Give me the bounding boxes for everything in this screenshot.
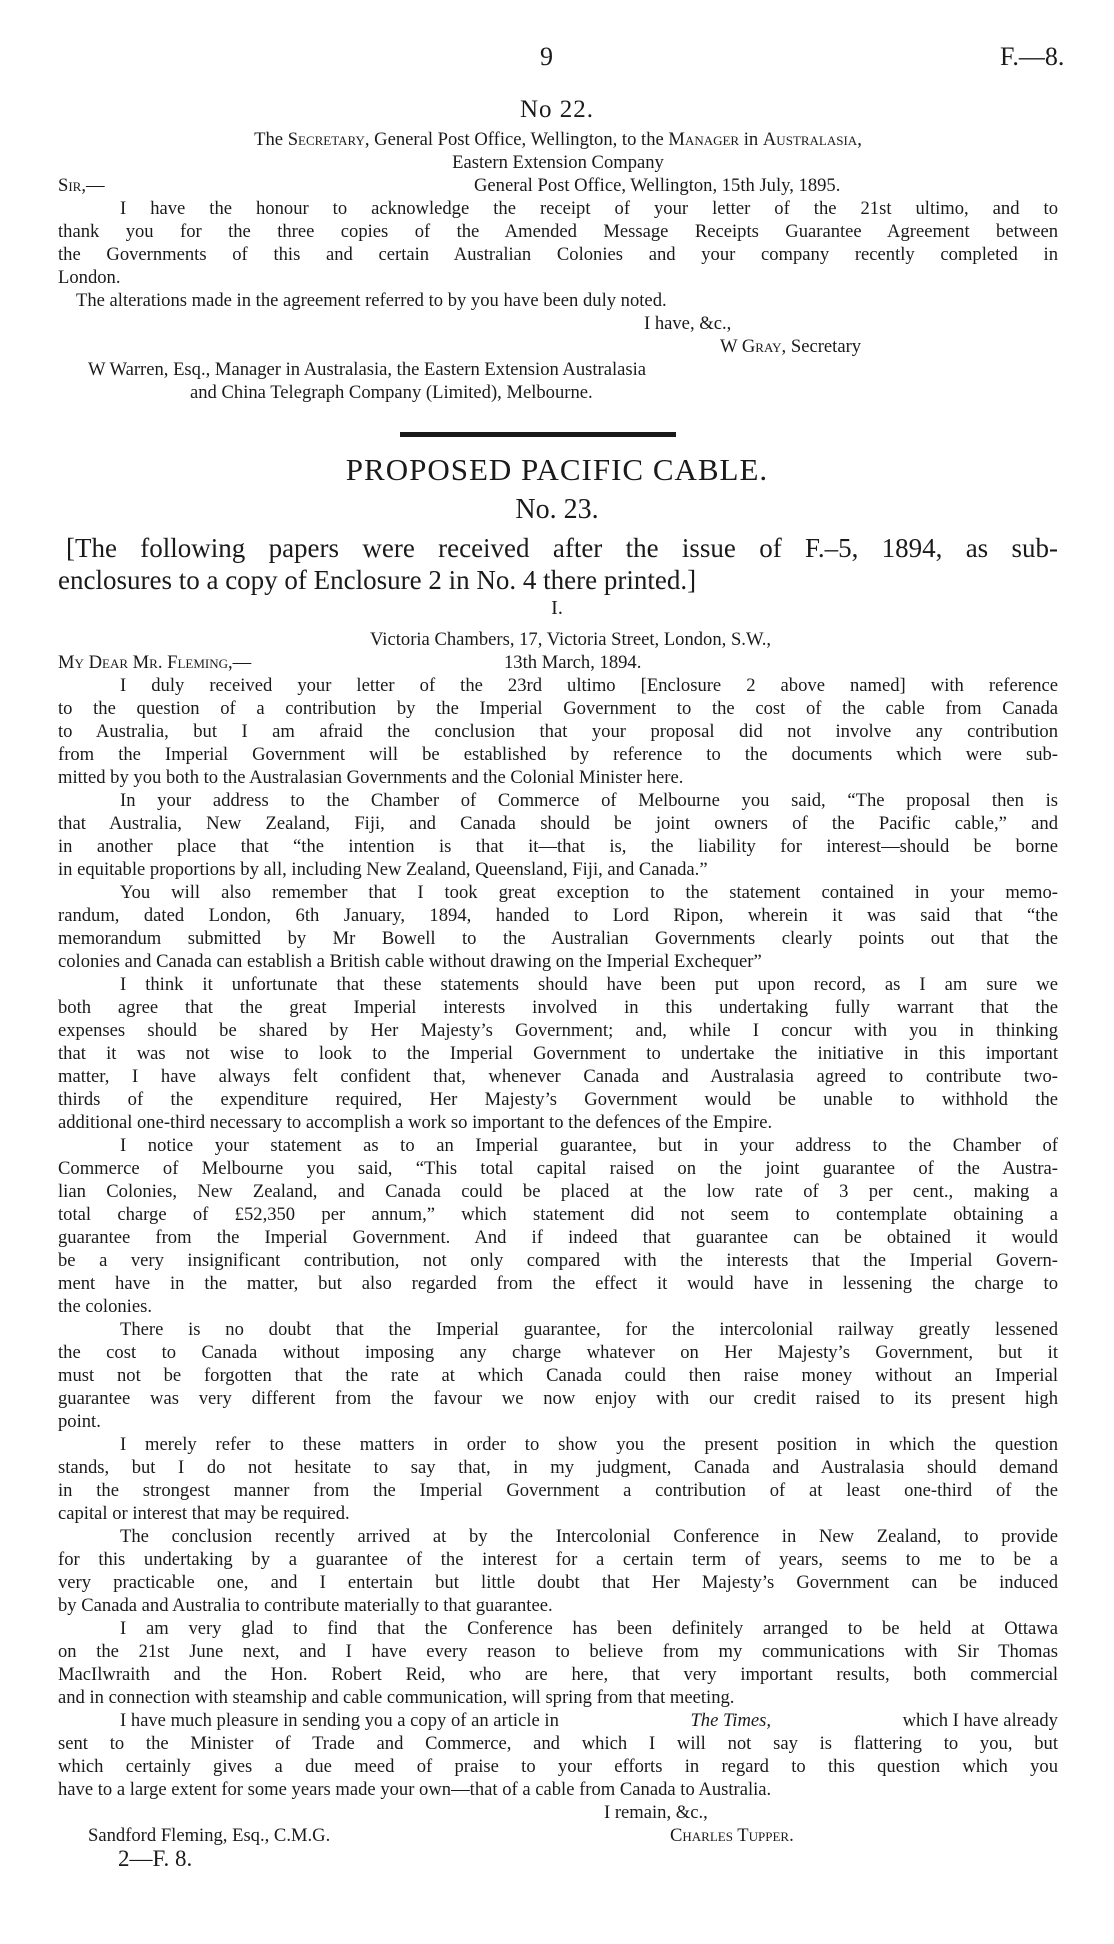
letter-22-para-line: thank you for the three copies of the Amended Message Receipts Guarantee Agreement between bbox=[58, 221, 1058, 242]
section-number: No. 23. bbox=[515, 494, 599, 525]
line-text: I have much pleasure in sending you a copy of an article in bbox=[120, 1710, 564, 1731]
letter-23-line: must not be forgotten that the rate at which Canada could then raise money without an Imperial bbox=[58, 1365, 1058, 1386]
letter-23-line: the colonies. bbox=[58, 1296, 152, 1317]
letter-23-line: Commerce of Melbourne you said, “This total capital raised on the joint guarantee of the Austra- bbox=[58, 1158, 1058, 1179]
letter-22 bbox=[58, 128, 1058, 404]
signature-title: Secretary bbox=[786, 336, 862, 357]
letter-23-line: guarantee from the Imperial Government. And if indeed that guarantee can be obtained it would bbox=[58, 1227, 1058, 1248]
letter-23-line: I merely refer to these matters in order to show you the present position in which the question bbox=[120, 1434, 1058, 1455]
letter-23-address: Victoria Chambers, 17, Victoria Street, London, S.W., bbox=[370, 629, 772, 650]
letter-23-line: The conclusion recently arrived at by the Intercolonial Conference in New Zealand, to provide bbox=[120, 1526, 1058, 1547]
letter-22-heading-line2: Eastern Extension Company bbox=[452, 152, 664, 173]
signature-initial: W bbox=[720, 336, 742, 357]
document-reference: F.—8. bbox=[1000, 42, 1065, 71]
letter-23-salutation: My Dear Mr. Fleming,— bbox=[58, 652, 252, 673]
heading-recipient: Manager bbox=[668, 129, 740, 150]
signature-mark: 2—F. 8. bbox=[118, 1846, 193, 1871]
section-intro bbox=[58, 532, 1058, 596]
letter-23-line: on the 21st June next, and I have every reason to believe from my communications with Sir Thomas bbox=[58, 1641, 1058, 1662]
section-divider bbox=[400, 432, 676, 437]
letter-23-line: I notice your statement as to an Imperial guarantee, but in your address to the Chamber of bbox=[120, 1135, 1058, 1156]
heading-region: Australasia, bbox=[762, 129, 862, 150]
letter-23-line: You will also remember that I took great exception to the statement contained in your memo- bbox=[120, 882, 1058, 903]
letter-23-line: colonies and Canada can establish a British cable without drawing on the Imperial Exchequer” bbox=[58, 951, 762, 972]
letter-22-para-line: The alterations made in the agreement referred to by you have been duly noted. bbox=[76, 290, 667, 311]
letter-23-line: ment have in the matter, but also regarded from the effect it would have in lessening the charge to bbox=[58, 1273, 1058, 1294]
letter-22-para-line: London. bbox=[58, 267, 121, 288]
letter-23-line: mitted by you both to the Australasian Governments and the Colonial Minister here. bbox=[58, 767, 684, 788]
letter-22-salutation-row bbox=[58, 174, 1058, 197]
letter-23-line: matter, I have always felt confident that, whenever Canada and Australasia agreed to contribute two- bbox=[58, 1066, 1058, 1087]
letter-22-salutation: Sir,— bbox=[58, 175, 105, 196]
letter-23-line: MacIlwraith and the Hon. Robert Reid, who are here, that very important results, both commercial bbox=[58, 1664, 1058, 1685]
letter-22-heading-line1 bbox=[58, 128, 1058, 151]
letter-23-line: I am very glad to find that the Conference has been definitely arranged to be held at Ottawa bbox=[120, 1618, 1058, 1639]
letter-23 bbox=[58, 628, 1058, 1875]
heading-sender: Secretary, bbox=[287, 129, 370, 150]
letter-23-sign-row bbox=[58, 1824, 1058, 1847]
letter-23-line: guarantee was very different from the favour we now enjoy with our credit raised to its present high bbox=[58, 1388, 1058, 1409]
letter-23-line: the cost to Canada without imposing any charge whatever on Her Majesty’s Government, but it bbox=[58, 1342, 1058, 1363]
letter-23-line: by Canada and Australia to contribute materially to that guarantee. bbox=[58, 1595, 553, 1616]
letter-23-salutation-row bbox=[58, 651, 1058, 674]
letter-23-line: point. bbox=[58, 1411, 101, 1432]
letter-23-line: and in connection with steamship and cable communication, will spring from that meeting. bbox=[58, 1687, 735, 1708]
letter-22-para-line: I have the honour to acknowledge the receipt of your letter of the 21st ultimo, and to bbox=[120, 198, 1058, 219]
letter-23-addressee: Sandford Fleming, Esq., C.M.G. bbox=[88, 1825, 331, 1846]
letter-23-line: stands, but I do not hesitate to say that, in my judgment, Canada and Australasia should demand bbox=[58, 1457, 1058, 1478]
letter-23-signature: Charles Tupper. bbox=[670, 1825, 794, 1846]
intro-line2: enclosures to a copy of Enclosure 2 in No. 4 there printed.] bbox=[58, 565, 697, 595]
letter-22-place-date: General Post Office, Wellington, 15th July, 1895. bbox=[474, 175, 841, 196]
letter-23-line: from the Imperial Government will be established by reference to the documents which were sub- bbox=[58, 744, 1058, 765]
page-number: 9 bbox=[540, 42, 553, 71]
line-text: which I have already bbox=[897, 1710, 1058, 1731]
letter-23-line: expenses should be shared by Her Majesty’s Government; and, while I concur with you in thinking bbox=[58, 1020, 1058, 1041]
letter-23-line: additional one-third necessary to accomplish a work so important to the defences of the Empire. bbox=[58, 1112, 773, 1133]
letter-23-line: In your address to the Chamber of Commerce of Melbourne you said, “The proposal then is bbox=[120, 790, 1058, 811]
letter-23-line: I duly received your letter of the 23rd ultimo [Enclosure 2 above named] with reference bbox=[120, 675, 1058, 696]
signature-name: Gray, bbox=[741, 336, 787, 357]
letter-23-line: randum, dated London, 6th January, 1894, handed to Lord Ripon, wherein it was said that “the bbox=[58, 905, 1058, 926]
letter-23-line: both agree that the great Imperial interests involved in this undertaking fully warrant that the bbox=[58, 997, 1058, 1018]
letter-23-line: that it was not wise to look to the Imperial Government to undertake the initiative in this important bbox=[58, 1043, 1058, 1064]
letter-22-addressee-line1: W Warren, Esq., Manager in Australasia, the Eastern Extension Australasia bbox=[88, 359, 647, 380]
letter-23-body bbox=[58, 674, 1058, 1801]
letter-23-line: in another place that “the intention is that it—that is, the liability for interest—should be borne bbox=[58, 836, 1058, 857]
letter-23-line: in the strongest manner from the Imperial Government a contribution of at least one-third of the bbox=[58, 1480, 1058, 1501]
letter-23-line: to Australia, but I am afraid the conclusion that your proposal did not involve any contribution bbox=[58, 721, 1058, 742]
section-title: PROPOSED PACIFIC CABLE. bbox=[345, 452, 769, 487]
letter-23-line: which certainly gives a due meed of praise to your efforts in regard to this question which you bbox=[58, 1756, 1058, 1777]
letter-23-line: capital or interest that may be required. bbox=[58, 1503, 350, 1524]
letter-22-para-line: the Governments of this and certain Australian Colonies and your company recently completed in bbox=[58, 244, 1058, 265]
letter-23-line: lian Colonies, New Zealand, and Canada could be placed at the low rate of 3 per cent., making a bbox=[58, 1181, 1058, 1202]
letter-23-date: 13th March, 1894. bbox=[504, 652, 642, 673]
letter-23-line: to the question of a contribution by the Imperial Government to the cost of the cable from Canada bbox=[58, 698, 1058, 719]
heading-text: in bbox=[739, 129, 763, 150]
letter-23-line: that Australia, New Zealand, Fiji, and Canada should be joint owners of the Pacific cable,” and bbox=[58, 813, 1058, 834]
letter-23-line: have to a large extent for some years made your own—that of a cable from Canada to Australia. bbox=[58, 1779, 772, 1800]
letter-22-addressee-line2: and China Telegraph Company (Limited), Melbourne. bbox=[190, 382, 593, 403]
heading-text: The bbox=[254, 129, 288, 150]
letter-23-line: sent to the Minister of Trade and Commerce, and which I will not say is flattering to you, but bbox=[58, 1733, 1058, 1754]
enclosure-numeral: I. bbox=[551, 597, 563, 619]
letter-23-closing: I remain, &c., bbox=[604, 1802, 708, 1823]
newspaper-title: The Times, bbox=[690, 1710, 772, 1731]
letter-23-line: be a very insignificant contribution, not only compared with the interests that the Imperial Govern- bbox=[58, 1250, 1058, 1271]
letter-22-number: No 22. bbox=[520, 96, 595, 123]
letter-23-line: memorandum submitted by Mr Bowell to the Australian Governments clearly points out that the bbox=[58, 928, 1058, 949]
intro-line1: [The following papers were received after the issue of F.–5, 1894, as sub- bbox=[66, 533, 1058, 563]
letter-23-line: in equitable proportions by all, including New Zealand, Queensland, Fiji, and Canada.” bbox=[58, 859, 708, 880]
letter-23-line: total charge of £52,350 per annum,” which statement did not seem to contemplate obtaining a bbox=[58, 1204, 1058, 1225]
letter-23-line: for this undertaking by a guarantee of the interest for a certain term of years, seems to me to be a bbox=[58, 1549, 1058, 1570]
letter-23-line: There is no doubt that the Imperial guarantee, for the intercolonial railway greatly lessened bbox=[120, 1319, 1058, 1340]
letter-22-closing: I have, &c., bbox=[644, 313, 732, 334]
letter-23-line bbox=[58, 1709, 1058, 1732]
letter-23-line: I think it unfortunate that these statements should have been put upon record, as I am sure we bbox=[120, 974, 1058, 995]
letter-22-signature bbox=[58, 335, 1058, 358]
letter-23-line: thirds of the expenditure required, Her Majesty’s Government would be unable to withhold the bbox=[58, 1089, 1058, 1110]
heading-text: General Post Office, Wellington, to the bbox=[369, 129, 669, 150]
letter-23-line: very practicable one, and I entertain but little doubt that Her Majesty’s Government can be induced bbox=[58, 1572, 1058, 1593]
